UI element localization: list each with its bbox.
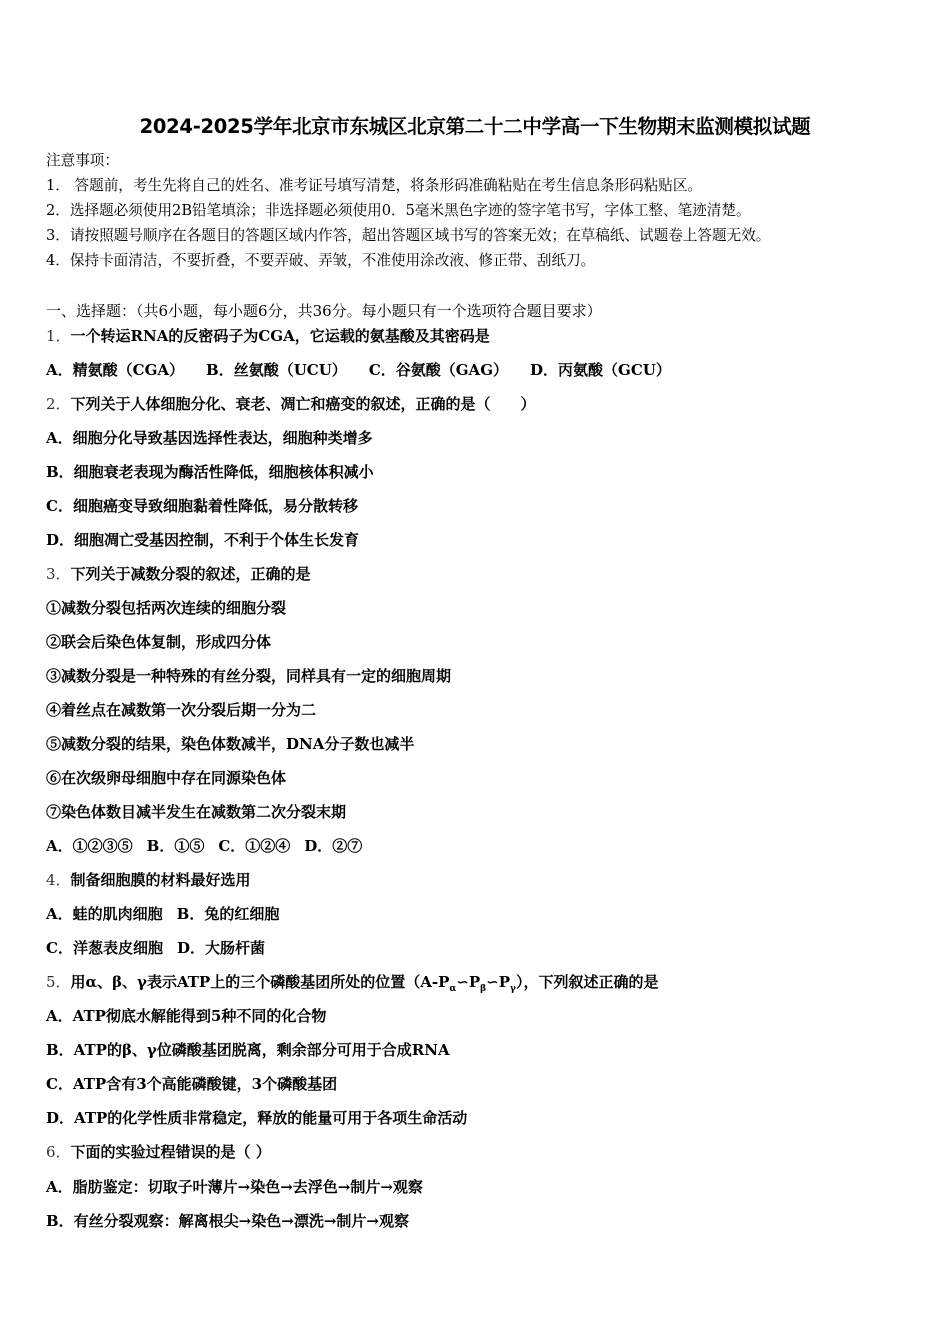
option-d: D．大肠杆菌 bbox=[176, 939, 265, 957]
question-1-stem bbox=[46, 326, 490, 346]
question-5-option-c: C．ATP含有3个高能磷酸键，3个磷酸基团 bbox=[46, 1075, 338, 1093]
option-a: A．精氨酸（CGA） bbox=[46, 361, 185, 379]
question-4-stem bbox=[46, 870, 251, 890]
statement-1: ①减数分裂包括两次连续的细胞分裂 bbox=[46, 599, 287, 617]
question-6-option-b: B．有丝分裂观察：解离根尖→染色→漂洗→制片→观察 bbox=[46, 1212, 409, 1230]
option-b: B．①⑤ bbox=[146, 837, 205, 855]
question-number: 2． bbox=[46, 395, 71, 413]
notes-heading: 注意事项： bbox=[46, 152, 119, 169]
notes-item: 4．保持卡面清洁，不要折叠，不要弄破、弄皱，不准使用涂改液、修正带、刮纸刀。 bbox=[46, 252, 596, 269]
option-c: C．谷氨酸（GAG） bbox=[368, 361, 509, 379]
statement-7: ⑦染色体数目减半发生在减数第二次分裂末期 bbox=[46, 803, 347, 821]
option-a: A．①②③⑤ bbox=[46, 837, 133, 855]
subscript-beta: β bbox=[480, 984, 487, 994]
option-b: B．丝氨酸（UCU） bbox=[206, 361, 347, 379]
question-text: 下面的实验过程错误的是（ ） bbox=[70, 1143, 271, 1161]
question-5-stem bbox=[46, 972, 658, 999]
stem-part: 用α、β、γ表示ATP上的三个磷酸基团所处的位置（A-P bbox=[70, 973, 450, 991]
question-2-stem bbox=[46, 394, 536, 414]
question-number: 5． bbox=[46, 973, 71, 991]
question-text: 制备细胞膜的材料最好选用 bbox=[70, 871, 251, 889]
question-2-option-a: A．细胞分化导致基因选择性表达，细胞种类增多 bbox=[46, 429, 373, 447]
question-4-options-row-1 bbox=[46, 904, 279, 924]
option-c: C．①②④ bbox=[218, 837, 291, 855]
subscript-gamma: γ bbox=[510, 984, 516, 994]
page-title: 2024-2025学年北京市东城区北京第二十二中学高一下生物期末监测模拟试题 bbox=[139, 115, 811, 138]
question-5-option-b: B．ATP的β、γ位磷酸基团脱离，剩余部分可用于合成RNA bbox=[46, 1041, 450, 1059]
question-2-option-b: B．细胞衰老表现为酶活性降低，细胞核体积减小 bbox=[46, 463, 374, 481]
question-number: 6． bbox=[46, 1143, 71, 1161]
section-heading: 一、选择题：（共6小题，每小题6分，共36分。每小题只有一个选项符合题目要求） bbox=[46, 302, 602, 320]
statement-6: ⑥在次级卵母细胞中存在同源染色体 bbox=[46, 769, 287, 787]
question-text: 下列关于减数分裂的叙述，正确的是 bbox=[70, 565, 311, 583]
option-b: B．兔的红细胞 bbox=[176, 905, 280, 923]
option-d: D．丙氨酸（GCU） bbox=[530, 361, 671, 379]
question-number: 3． bbox=[46, 565, 71, 583]
option-a: A．蛙的肌肉细胞 bbox=[46, 905, 163, 923]
question-text: 下列关于人体细胞分化、衰老、凋亡和癌变的叙述，正确的是（ ） bbox=[70, 395, 536, 413]
question-2-option-c: C．细胞癌变导致细胞黏着性降低，易分散转移 bbox=[46, 497, 358, 515]
question-6-stem bbox=[46, 1142, 271, 1162]
option-d: D．②⑦ bbox=[304, 837, 363, 855]
notes-item: 3．请按照题号顺序在各题目的答题区域内作答，超出答题区域书写的答案无效；在草稿纸、试题卷上答题无效。 bbox=[46, 227, 771, 244]
question-2-option-d: D．细胞凋亡受基因控制，不利于个体生长发育 bbox=[46, 531, 360, 549]
question-text bbox=[70, 973, 659, 994]
question-number: 1． bbox=[46, 327, 71, 345]
question-4-options-row-2 bbox=[46, 938, 265, 958]
question-5-option-d: D．ATP的化学性质非常稳定，释放的能量可用于各项生命活动 bbox=[46, 1109, 468, 1127]
question-3-options bbox=[46, 836, 362, 856]
question-3-stem bbox=[46, 564, 311, 584]
question-5-option-a: A．ATP彻底水解能得到5种不同的化合物 bbox=[46, 1007, 327, 1025]
notes-item: 2．选择题必须使用2B铅笔填涂；非选择题必须使用0．5毫米黑色字迹的签字笔书写，字体工整、笔迹清楚。 bbox=[46, 202, 751, 219]
question-number: 4． bbox=[46, 871, 71, 889]
statement-3: ③减数分裂是一种特殊的有丝分裂，同样具有一定的细胞周期 bbox=[46, 667, 452, 685]
option-c: C．洋葱表皮细胞 bbox=[46, 939, 163, 957]
question-text: 一个转运RNA的反密码子为CGA，它运载的氨基酸及其密码是 bbox=[70, 327, 490, 345]
stem-part: ），下列叙述正确的是 bbox=[515, 973, 659, 991]
statement-5: ⑤减数分裂的结果，染色体数减半，DNA分子数也减半 bbox=[46, 735, 415, 753]
subscript-alpha: α bbox=[449, 984, 457, 994]
stem-part: ∽P bbox=[486, 973, 510, 991]
notes-item: 1． 答题前，考生先将自己的姓名、准考证号填写清楚，将条形码准确粘贴在考生信息条形码粘贴区。 bbox=[46, 177, 703, 194]
stem-part: ∽P bbox=[456, 973, 481, 991]
statement-2: ②联会后染色体复制，形成四分体 bbox=[46, 633, 272, 651]
statement-4: ④着丝点在减数第一次分裂后期一分为二 bbox=[46, 701, 317, 719]
question-1-options bbox=[46, 360, 671, 380]
question-6-option-a: A．脂肪鉴定：切取子叶薄片→染色→去浮色→制片→观察 bbox=[46, 1178, 423, 1196]
